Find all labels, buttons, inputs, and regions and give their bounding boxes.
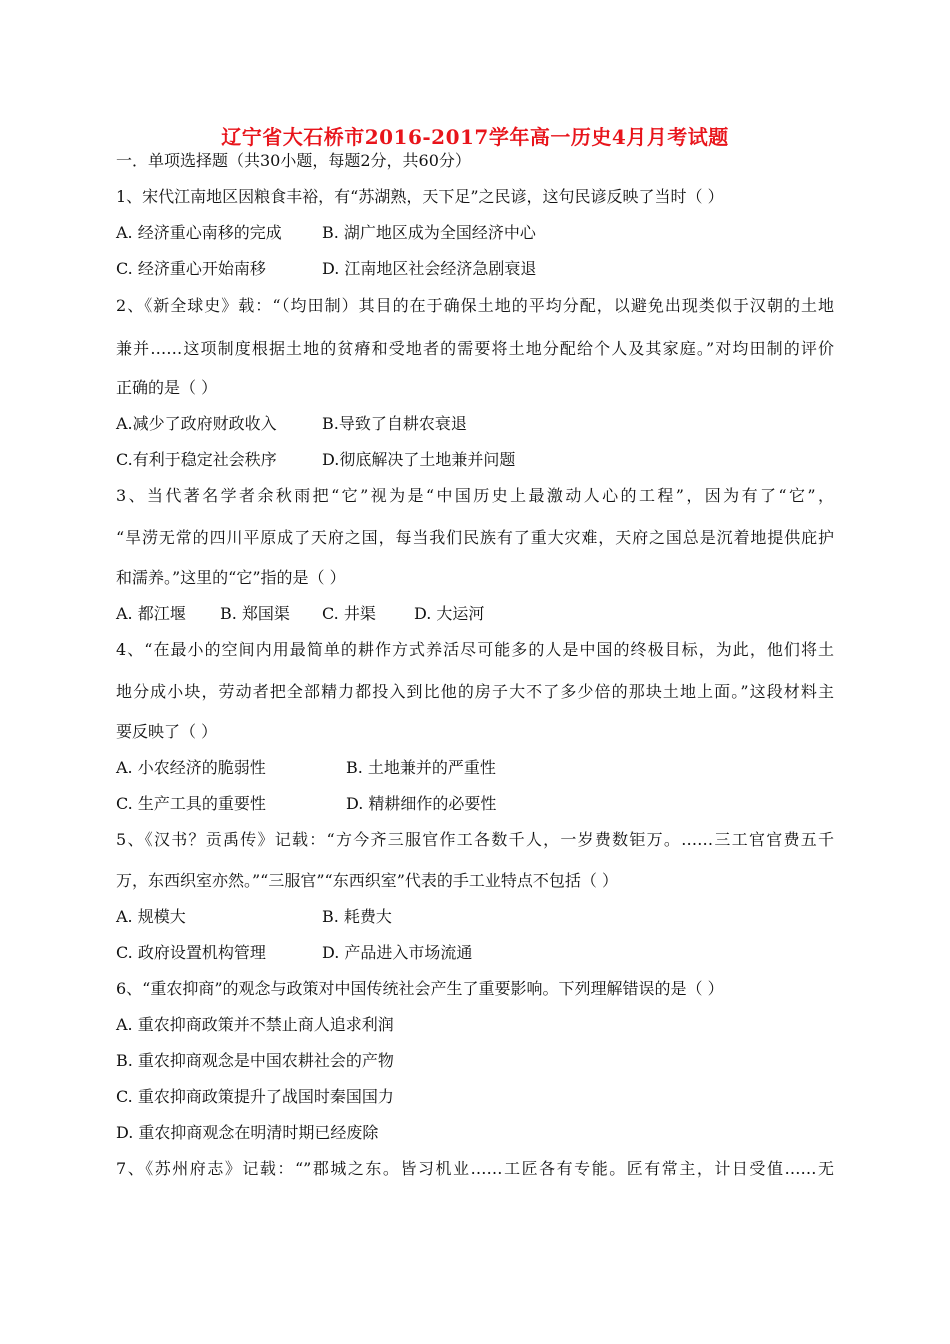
question-6-option-c: C. 重农抑商政策提升了战国时秦国国力: [116, 1087, 394, 1106]
question-6-option-b: B. 重农抑商观念是中国农耕社会的产物: [116, 1051, 394, 1070]
question-5-line-2: 万，东西织室亦然。”“三服官”“东西织室”代表的手工业特点不包括（ ）: [116, 871, 618, 890]
question-7-line-1: 7、《苏州府志》记载：“”郡城之东。皆习机业……工匠各有专能。匠有常主，计日受值……无: [116, 1159, 834, 1178]
section-heading: 一．单项选择题（共30小题，每题2分，共60分）: [116, 151, 471, 170]
question-6-option-d: D. 重农抑商观念在明清时期已经废除: [116, 1123, 379, 1142]
question-4-option-b: B. 土地兼并的严重性: [346, 758, 496, 777]
question-1-stem: 1、宋代江南地区因粮食丰裕，有“苏湖熟，天下足”之民谚，这句民谚反映了当时（ ）: [116, 187, 724, 206]
question-1-option-d: D. 江南地区社会经济急剧衰退: [322, 259, 537, 278]
question-3-line-1: 3、当代著名学者余秋雨把“它”视为是“中国历史上最激动人心的工程”，因为有了“它”，: [116, 486, 834, 505]
question-4-option-c: C. 生产工具的重要性: [116, 794, 266, 813]
question-1-option-c: C. 经济重心开始南移: [116, 259, 266, 278]
question-6-option-a: A. 重农抑商政策并不禁止商人追求利润: [116, 1015, 394, 1034]
question-5-line-1: 5、《汉书？贡禹传》记载：“方今齐三服官作工各数千人，一岁费数钜万。……三工官官费五千: [116, 830, 834, 849]
question-3-option-d: D. 大运河: [414, 604, 485, 623]
question-5-option-d: D. 产品进入市场流通: [322, 943, 473, 962]
question-4-option-d: D. 精耕细作的必要性: [346, 794, 497, 813]
question-5-option-b: B. 耗费大: [322, 907, 392, 926]
question-4-line-3: 要反映了（ ）: [116, 722, 218, 741]
document-title: 辽宁省大石桥市2016-2017学年高一历史4月月考试题: [221, 125, 729, 149]
question-3-line-2: “旱涝无常的四川平原成了天府之国，每当我们民族有了重大灾难，天府之国总是沉着地提供庇护: [116, 528, 834, 547]
question-2-option-a: A.减少了政府财政收入: [116, 414, 277, 433]
question-3-option-c: C. 井渠: [322, 604, 376, 623]
question-5-option-c: C. 政府设置机构管理: [116, 943, 266, 962]
question-3-line-3: 和濡养。”这里的“它”指的是（ ）: [116, 568, 346, 587]
question-5-option-a: A. 规模大: [116, 907, 186, 926]
question-4-option-a: A. 小农经济的脆弱性: [116, 758, 266, 777]
question-1-option-b: B. 湖广地区成为全国经济中心: [322, 223, 536, 242]
question-2-line-3: 正确的是（ ）: [116, 378, 218, 397]
question-2-option-d: D.彻底解决了土地兼并问题: [322, 450, 516, 469]
question-1-option-a: A. 经济重心南移的完成: [116, 223, 282, 242]
question-2-line-2: 兼并……这项制度根据土地的贫瘠和受地者的需要将土地分配给个人及其家庭。”对均田制的评价: [116, 339, 834, 358]
question-2-line-1: 2、《新全球史》载：“（均田制）其目的在于确保土地的平均分配，以避免出现类似于汉朝的土地: [116, 296, 834, 315]
question-3-option-b: B. 郑国渠: [220, 604, 290, 623]
question-3-option-a: A. 都江堰: [116, 604, 186, 623]
question-4-line-1: 4、“在最小的空间内用最简单的耕作方式养活尽可能多的人是中国的终极目标，为此，他们将土: [116, 640, 834, 659]
question-2-option-b: B.导致了自耕农衰退: [322, 414, 467, 433]
question-2-option-c: C.有利于稳定社会秩序: [116, 450, 277, 469]
question-4-line-2: 地分成小块，劳动者把全部精力都投入到比他的房子大不了多少倍的那块土地上面。”这段材料主: [116, 682, 834, 701]
question-6-stem: 6、“重农抑商”的观念与政策对中国传统社会产生了重要影响。下列理解错误的是（ ）: [116, 979, 724, 998]
